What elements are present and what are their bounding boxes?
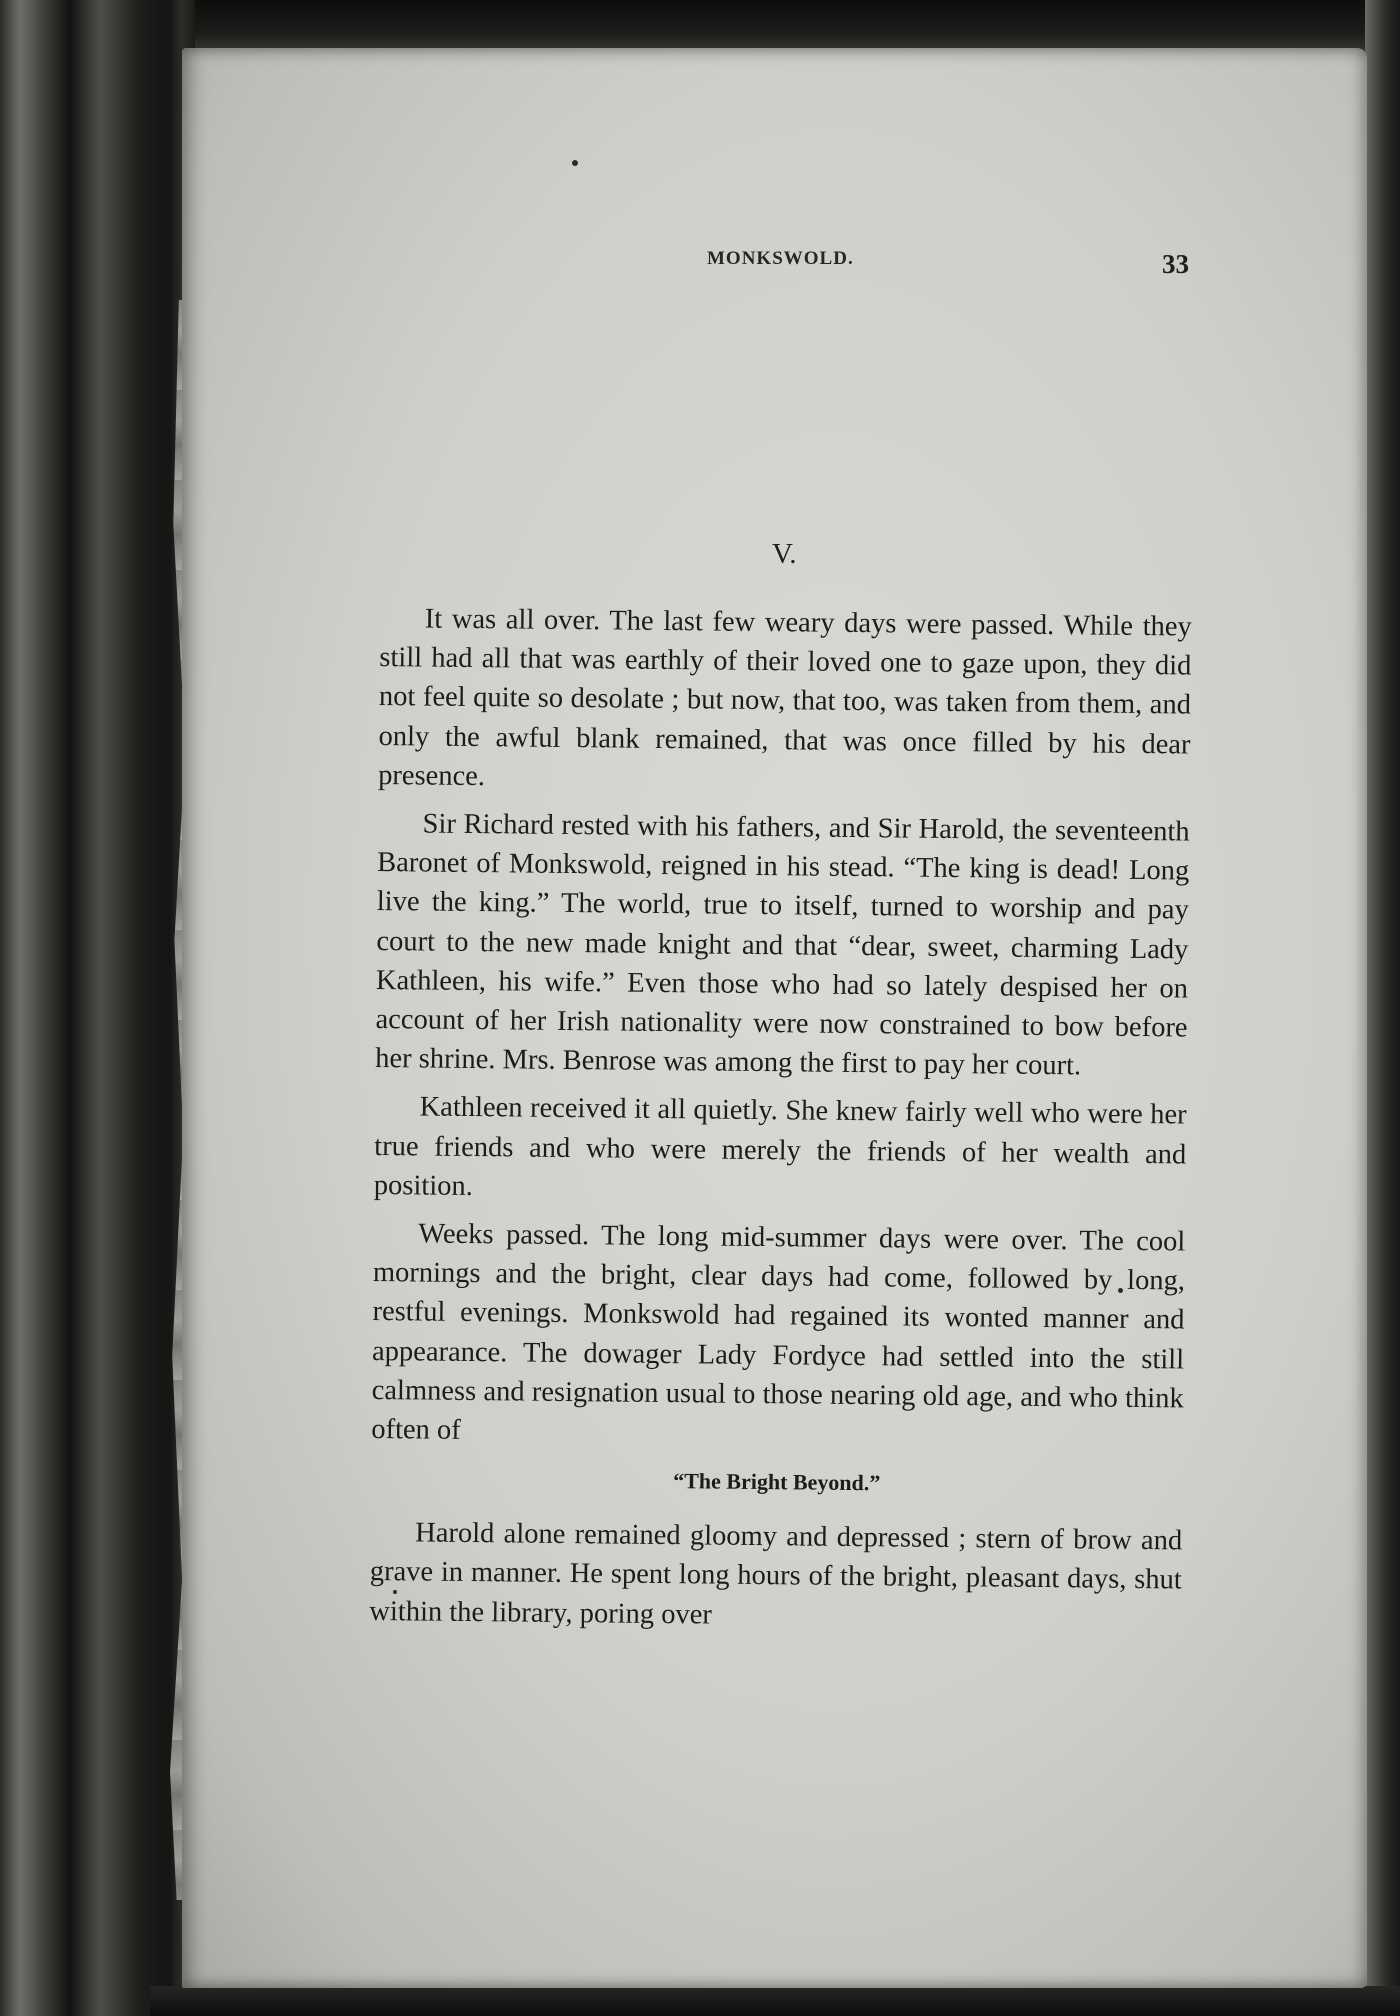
paragraph: Kathleen received it all quietly. She knew fairly well who were her true friends and who were merely the friends of her wealth and position. (373, 1091, 1187, 1202)
body-text (369, 599, 1192, 1648)
dust-speck (572, 160, 578, 166)
running-title: MONKSWOLD. (707, 248, 854, 269)
paragraph: Weeks passed. The long mid-summer days were over. The cool mornings and the bright, clear days had come, followed by long, restful evenings. Monkswold had regained its wonted manner and appearance. The dowager Lady Fordyce had settled into the still calmness and resignation usual to those nearing old age, and who think often of (371, 1218, 1186, 1446)
quote-line: “The Bright Beyond.” (673, 1468, 881, 1496)
paragraph: Harold alone remained gloomy and depressed ; stern of brow and grave in manner. He spent long hours of the bright, pleasant days, shut within the library, poring over (369, 1517, 1183, 1631)
paragraph: Sir Richard rested with his fathers, and Sir Harold, the seventeenth Baronet of Monkswold, reigned in his stead. “The king is dead! Long live the king.” The world, true to itself, turned to worship and pay court to the new made knight and that “dear, sweet, charming Lady Kathleen, his wife.” Even those who had so lately despised her on account of her Irish nationality were now constrained to bow before her shrine. Mrs. Benrose was among the first to pay her court. (375, 808, 1190, 1082)
paragraph: It was all over. The last few weary days were passed. While they still had all that was earthly of their loved one to gaze upon, they did not feel quite so desolate ; but now, that too, was taken from them, and only the awful blank remained, that was once filled by his dear presence. (377, 603, 1192, 792)
chapter-heading: V. (772, 538, 797, 570)
bottom-shadow-band (150, 1986, 1400, 2016)
top-shadow-band (195, 0, 1400, 55)
right-edge-shadow (1365, 0, 1400, 2016)
page-number: 33 (1162, 249, 1189, 279)
